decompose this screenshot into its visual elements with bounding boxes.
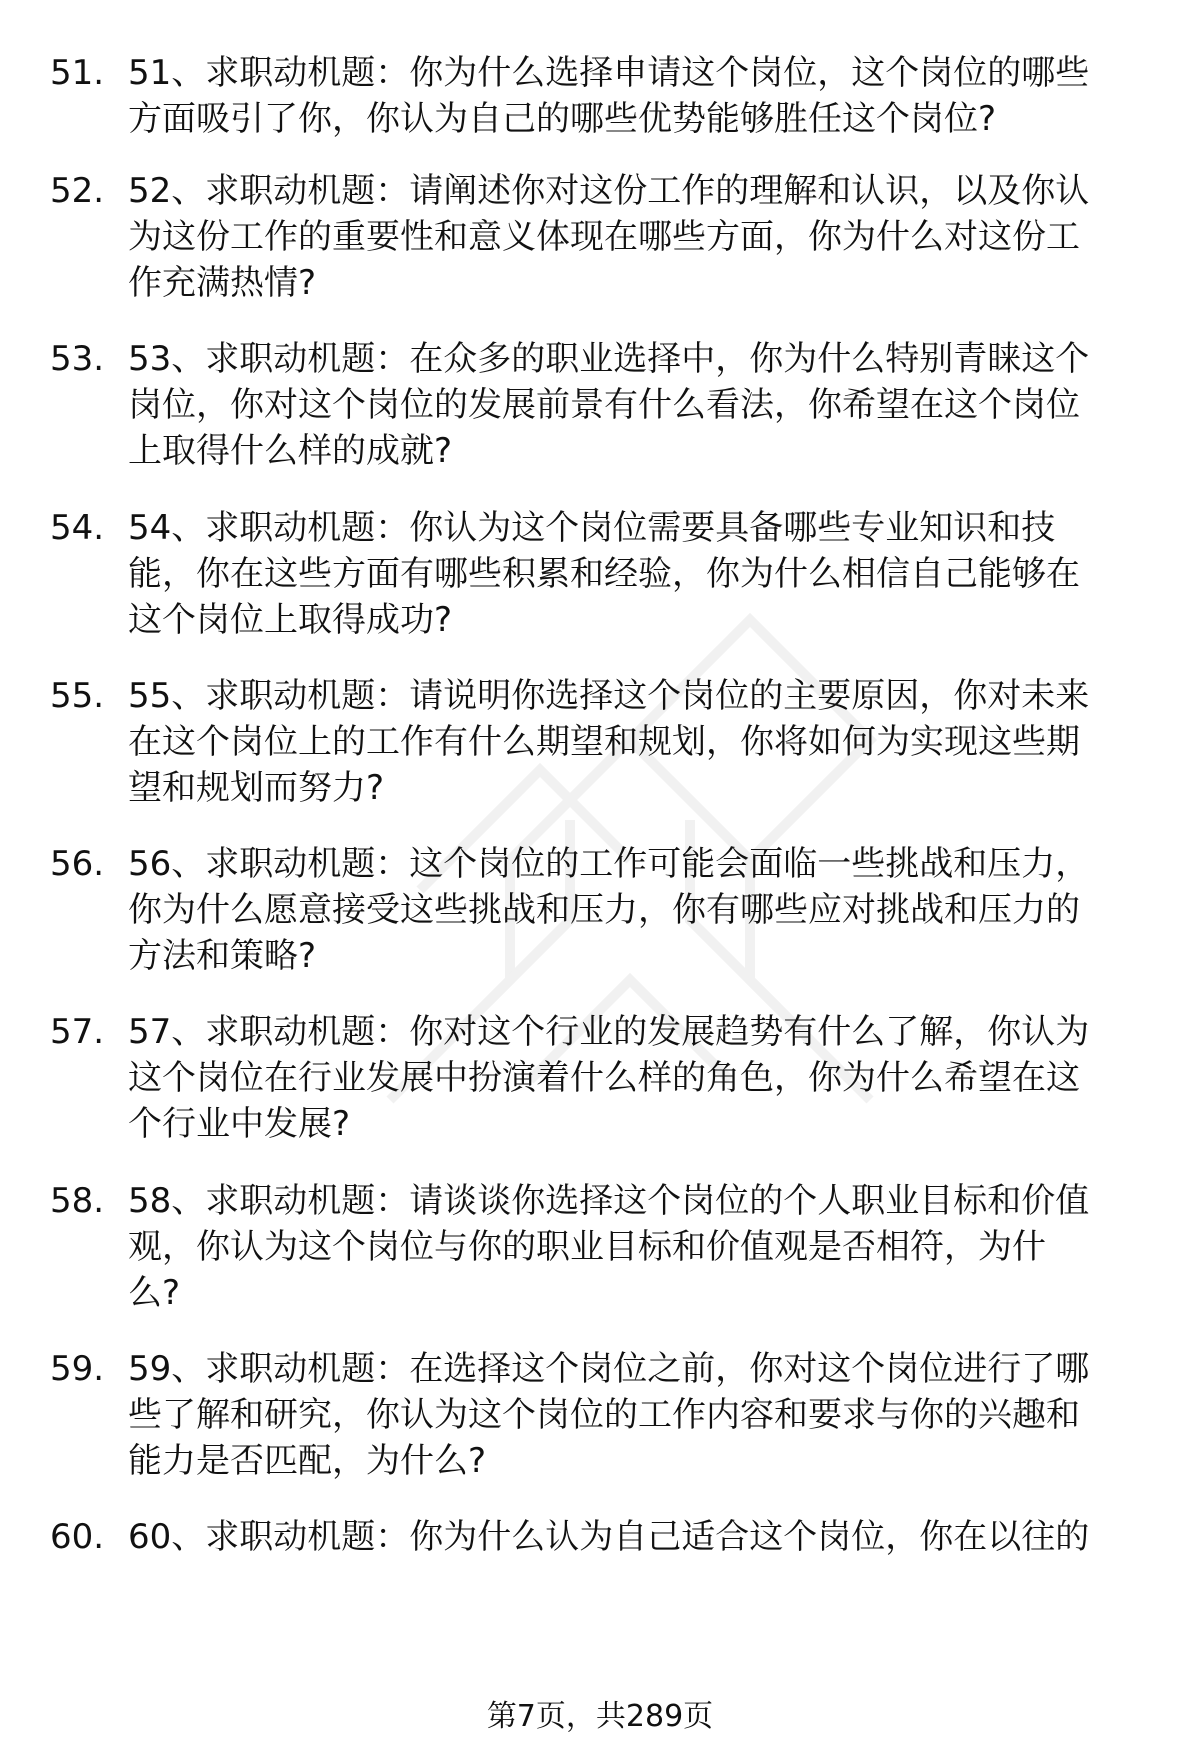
question-number: 53. xyxy=(50,339,105,379)
question-line: 55、求职动机题：请说明你选择这个岗位的主要原因，你对未来 xyxy=(128,676,1090,716)
question-line: 这个岗位上取得成功? xyxy=(128,600,453,640)
question-number: 55. xyxy=(50,676,105,716)
question-text xyxy=(128,1178,1138,1316)
question-line: 57、求职动机题：你对这个行业的发展趋势有什么了解，你认为 xyxy=(128,1012,1090,1052)
question-text xyxy=(128,1346,1138,1484)
question-line: 方面吸引了你，你认为自己的哪些优势能够胜任这个岗位? xyxy=(128,99,997,139)
question-number: 57. xyxy=(50,1012,105,1052)
question-text xyxy=(128,336,1138,474)
question-number: 52. xyxy=(50,171,105,211)
question-line: 能，你在这些方面有哪些积累和经验，你为什么相信自己能够在 xyxy=(128,554,1080,594)
question-line: 能力是否匹配，为什么? xyxy=(128,1441,487,1481)
question-text xyxy=(128,1009,1138,1147)
question-number: 59. xyxy=(50,1349,105,1389)
question-line: 这个岗位在行业发展中扮演着什么样的角色，你为什么希望在这 xyxy=(128,1058,1080,1098)
page-footer: 第7页，共289页 xyxy=(486,1699,714,1734)
question-line: 么? xyxy=(128,1273,181,1313)
question-line: 望和规划而努力? xyxy=(128,768,385,808)
question-line: 你为什么愿意接受这些挑战和压力，你有哪些应对挑战和压力的 xyxy=(128,890,1080,930)
question-line: 个行业中发展? xyxy=(128,1104,351,1144)
question-number: 58. xyxy=(50,1181,105,1221)
question-line: 60、求职动机题：你为什么认为自己适合这个岗位，你在以往的 xyxy=(128,1517,1090,1557)
question-line: 些了解和研究，你认为这个岗位的工作内容和要求与你的兴趣和 xyxy=(128,1395,1080,1435)
question-line: 58、求职动机题：请谈谈你选择这个岗位的个人职业目标和价值 xyxy=(128,1181,1090,1221)
question-number: 51. xyxy=(50,53,105,93)
question-line: 51、求职动机题：你为什么选择申请这个岗位，这个岗位的哪些 xyxy=(128,53,1090,93)
question-text xyxy=(128,50,1138,142)
question-line: 上取得什么样的成就? xyxy=(128,431,453,471)
question-line: 53、求职动机题：在众多的职业选择中，你为什么特别青睐这个 xyxy=(128,339,1090,379)
question-text xyxy=(128,673,1138,811)
question-line: 观，你认为这个岗位与你的职业目标和价值观是否相符，为什 xyxy=(128,1227,1046,1267)
question-line: 为这份工作的重要性和意义体现在哪些方面，你为什么对这份工 xyxy=(128,217,1080,257)
question-line: 作充满热情? xyxy=(128,263,317,303)
question-number: 54. xyxy=(50,508,105,548)
question-line: 岗位，你对这个岗位的发展前景有什么看法，你希望在这个岗位 xyxy=(128,385,1080,425)
question-number: 60. xyxy=(50,1517,105,1557)
question-line: 52、求职动机题：请阐述你对这份工作的理解和认识，以及你认 xyxy=(128,171,1090,211)
question-line: 54、求职动机题：你认为这个岗位需要具备哪些专业知识和技 xyxy=(128,508,1056,548)
question-line: 方法和策略? xyxy=(128,936,317,976)
question-line: 59、求职动机题：在选择这个岗位之前，你对这个岗位进行了哪 xyxy=(128,1349,1090,1389)
question-line: 56、求职动机题：这个岗位的工作可能会面临一些挑战和压力， xyxy=(128,844,1090,884)
question-number: 56. xyxy=(50,844,105,884)
question-text xyxy=(128,168,1138,306)
question-text xyxy=(128,841,1138,979)
question-text xyxy=(128,1514,1138,1560)
question-line: 在这个岗位上的工作有什么期望和规划，你将如何为实现这些期 xyxy=(128,722,1080,762)
question-text xyxy=(128,505,1138,643)
